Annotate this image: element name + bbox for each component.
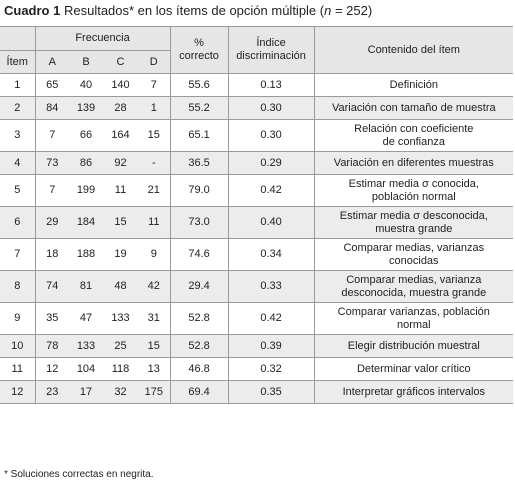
cell-item: 2 xyxy=(0,97,35,120)
contenido-line2: conocidas xyxy=(389,254,439,267)
cell-item: 3 xyxy=(0,120,35,152)
cell-indice: 0.35 xyxy=(228,381,314,404)
cell-b: 86 xyxy=(69,152,103,175)
cell-pct: 73.0 xyxy=(170,207,228,239)
cell-c: 25 xyxy=(103,335,138,358)
contenido-line1: Relación con coeficiente xyxy=(354,122,474,135)
contenido-line1: Variación en diferentes muestras xyxy=(333,156,494,169)
cell-d: 31 xyxy=(138,303,170,335)
cell-indice: 0.34 xyxy=(228,239,314,271)
header-indice-line1: Índice xyxy=(256,37,286,49)
cell-indice: 0.30 xyxy=(228,97,314,120)
cell-c: 11 xyxy=(103,175,138,207)
cell-item: 9 xyxy=(0,303,35,335)
header-d: D xyxy=(138,51,170,74)
cell-d: 1 xyxy=(138,97,170,120)
contenido-line1: Comparar varianzas, población xyxy=(337,305,490,318)
table-row xyxy=(0,358,513,381)
cell-indice: 0.33 xyxy=(228,271,314,303)
cell-contenido xyxy=(314,358,513,381)
contenido-line1: Variación con tamaño de muestra xyxy=(331,101,496,114)
cell-item: 1 xyxy=(0,74,35,97)
cell-b: 139 xyxy=(69,97,103,120)
cell-item: 12 xyxy=(0,381,35,404)
cell-b: 199 xyxy=(69,175,103,207)
header-item-spacer xyxy=(0,27,35,51)
caption-n-symbol: n xyxy=(324,3,332,18)
cell-c: 28 xyxy=(103,97,138,120)
cell-a: 74 xyxy=(35,271,69,303)
contenido-line1: Elegir distribución muestral xyxy=(347,339,480,352)
contenido-line1: Comparar medias, varianza xyxy=(346,273,482,286)
cell-a: 18 xyxy=(35,239,69,271)
cell-c: 32 xyxy=(103,381,138,404)
cell-item: 7 xyxy=(0,239,35,271)
cell-b: 47 xyxy=(69,303,103,335)
contenido-line2: normal xyxy=(396,318,431,331)
table-footnote: * Soluciones correctas en negrita. xyxy=(4,469,154,480)
cell-contenido xyxy=(314,207,513,239)
cell-a: 78 xyxy=(35,335,69,358)
cell-item: 11 xyxy=(0,358,35,381)
cell-b: 104 xyxy=(69,358,103,381)
cell-contenido xyxy=(314,120,513,152)
contenido-line2: desconocida, muestra grande xyxy=(341,286,487,299)
cell-d: 175 xyxy=(138,381,170,404)
cell-c: 164 xyxy=(103,120,138,152)
caption-n-value: = 252) xyxy=(331,3,373,18)
cell-d: 42 xyxy=(138,271,170,303)
header-frecuencia: Frecuencia xyxy=(35,27,170,51)
cell-indice: 0.39 xyxy=(228,335,314,358)
cell-d: 13 xyxy=(138,358,170,381)
cell-a: 7 xyxy=(35,175,69,207)
table-row xyxy=(0,152,513,175)
cell-c: 133 xyxy=(103,303,138,335)
header-item: Ítem xyxy=(0,51,35,74)
table-row xyxy=(0,74,513,97)
contenido-line1: Interpretar gráficos intervalos xyxy=(342,385,486,398)
header-b: B xyxy=(69,51,103,74)
cell-a: 29 xyxy=(35,207,69,239)
cell-pct: 52.8 xyxy=(170,335,228,358)
contenido-line1: Determinar valor crítico xyxy=(356,362,471,375)
cell-c: 140 xyxy=(103,74,138,97)
table-row xyxy=(0,97,513,120)
cell-pct: 55.2 xyxy=(170,97,228,120)
header-indice-line2: discriminación xyxy=(236,50,306,62)
cell-pct: 69.4 xyxy=(170,381,228,404)
cell-contenido xyxy=(314,239,513,271)
cell-item: 5 xyxy=(0,175,35,207)
cell-pct: 29.4 xyxy=(170,271,228,303)
cell-pct: 55.6 xyxy=(170,74,228,97)
cell-c: 19 xyxy=(103,239,138,271)
cell-d: 15 xyxy=(138,120,170,152)
cell-b: 17 xyxy=(69,381,103,404)
cell-item: 6 xyxy=(0,207,35,239)
header-contenido: Contenido del ítem xyxy=(314,27,513,74)
cell-d: 7 xyxy=(138,74,170,97)
cell-indice: 0.42 xyxy=(228,303,314,335)
cell-a: 12 xyxy=(35,358,69,381)
header-pct-correcto xyxy=(170,27,228,74)
cell-b: 188 xyxy=(69,239,103,271)
table-row xyxy=(0,381,513,404)
cell-c: 92 xyxy=(103,152,138,175)
table-row xyxy=(0,335,513,358)
cell-d: - xyxy=(138,152,170,175)
contenido-line1: Definición xyxy=(389,78,438,91)
cell-a: 35 xyxy=(35,303,69,335)
cell-indice: 0.40 xyxy=(228,207,314,239)
cell-a: 84 xyxy=(35,97,69,120)
cell-pct: 74.6 xyxy=(170,239,228,271)
cell-contenido xyxy=(314,335,513,358)
header-c: C xyxy=(103,51,138,74)
table-row xyxy=(0,239,513,271)
cell-b: 133 xyxy=(69,335,103,358)
cell-a: 7 xyxy=(35,120,69,152)
caption-text: Resultados* en los ítems de opción múltiple ( xyxy=(63,3,325,18)
header-a: A xyxy=(35,51,69,74)
cell-c: 118 xyxy=(103,358,138,381)
table-row xyxy=(0,120,513,152)
cell-b: 81 xyxy=(69,271,103,303)
results-table xyxy=(0,26,513,404)
cell-item: 10 xyxy=(0,335,35,358)
table-caption xyxy=(4,3,372,18)
cell-item: 4 xyxy=(0,152,35,175)
contenido-line1: Estimar media σ conocida, xyxy=(348,177,479,190)
cell-a: 73 xyxy=(35,152,69,175)
cell-pct: 79.0 xyxy=(170,175,228,207)
cell-c: 48 xyxy=(103,271,138,303)
contenido-line2: de confianza xyxy=(382,135,445,148)
table-row xyxy=(0,271,513,303)
cell-item: 8 xyxy=(0,271,35,303)
cell-c: 15 xyxy=(103,207,138,239)
table-row xyxy=(0,175,513,207)
cell-indice: 0.32 xyxy=(228,358,314,381)
cell-a: 65 xyxy=(35,74,69,97)
cell-contenido xyxy=(314,271,513,303)
cell-d: 15 xyxy=(138,335,170,358)
cell-indice: 0.29 xyxy=(228,152,314,175)
caption-label: Cuadro 1 xyxy=(4,3,61,18)
cell-a: 23 xyxy=(35,381,69,404)
cell-indice: 0.30 xyxy=(228,120,314,152)
cell-contenido xyxy=(314,381,513,404)
cell-d: 9 xyxy=(138,239,170,271)
contenido-line2: muestra grande xyxy=(375,222,453,235)
cell-b: 66 xyxy=(69,120,103,152)
cell-pct: 52.8 xyxy=(170,303,228,335)
cell-pct: 46.8 xyxy=(170,358,228,381)
table-row xyxy=(0,303,513,335)
cell-indice: 0.42 xyxy=(228,175,314,207)
contenido-line1: Estimar media σ desconocida, xyxy=(339,209,488,222)
cell-pct: 65.1 xyxy=(170,120,228,152)
header-indice xyxy=(228,27,314,74)
cell-contenido xyxy=(314,152,513,175)
cell-contenido xyxy=(314,175,513,207)
contenido-line2: población normal xyxy=(371,190,456,203)
cell-pct: 36.5 xyxy=(170,152,228,175)
cell-b: 184 xyxy=(69,207,103,239)
cell-b: 40 xyxy=(69,74,103,97)
header-pct-line1: % xyxy=(194,37,204,49)
header-pct-line2: correcto xyxy=(179,50,219,62)
table-row xyxy=(0,207,513,239)
cell-d: 11 xyxy=(138,207,170,239)
cell-indice: 0.13 xyxy=(228,74,314,97)
cell-contenido xyxy=(314,303,513,335)
cell-d: 21 xyxy=(138,175,170,207)
contenido-line1: Comparar medias, varianzas xyxy=(343,241,485,254)
cell-contenido xyxy=(314,74,513,97)
cell-contenido xyxy=(314,97,513,120)
